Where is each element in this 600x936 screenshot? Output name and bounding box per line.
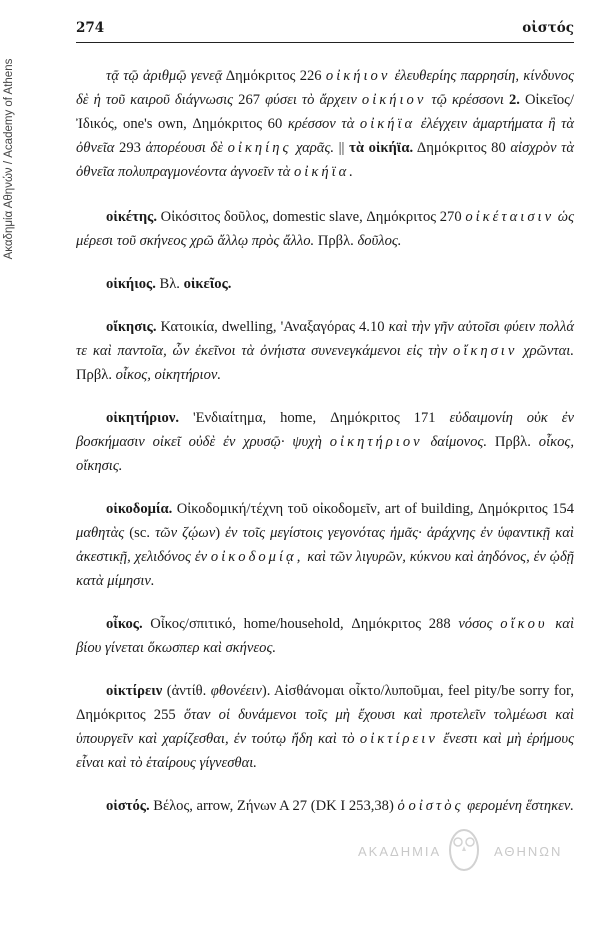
spaced-keyword: οἴκησιν	[453, 343, 518, 359]
quotation-text: τᾷ τῷ ἀριθμῷ γενεᾷ	[106, 68, 223, 84]
dictionary-entry	[76, 497, 574, 593]
entry-gloss: Κατοικία, dwelling, 'Αναξαγόρας 4.10	[156, 319, 389, 335]
spaced-keyword: οἴκου	[500, 616, 548, 632]
entry-text	[76, 315, 574, 387]
quotation-text: μαθητὰς	[76, 525, 125, 541]
owl-emblem-icon	[446, 822, 482, 874]
spaced-keyword: οἰκτίρειν	[359, 731, 438, 747]
quotation-text: ἀπορέουσι δὲ	[145, 140, 228, 156]
spaced-keyword: οἰκήιον	[361, 92, 427, 108]
dictionary-entry	[76, 64, 574, 184]
dictionary-entry	[76, 272, 574, 296]
entry-gloss: ||	[334, 140, 350, 156]
headword: οἰκητήριον.	[106, 410, 180, 426]
dictionary-entry	[76, 406, 574, 478]
dictionary-entry	[76, 612, 574, 660]
academy-watermark	[358, 822, 578, 882]
entry-gloss: (ἀντίθ.	[162, 683, 211, 699]
spaced-keyword: οἰκητήριον	[329, 434, 423, 450]
watermark-text-left: ΑΚΑΔΗΜΙΑ	[358, 844, 442, 859]
page-header	[76, 20, 574, 42]
quotation-text: καὶ βίου γίνεται ὅκωσπερ καὶ σκήνεος.	[76, 616, 574, 656]
headword: οἰστός.	[106, 798, 150, 814]
quotation-text: φερομένη ἕστηκεν.	[463, 798, 574, 814]
entry-text	[76, 679, 574, 775]
quotation-text: ὁ	[397, 798, 409, 814]
spaced-keyword: οἰκήιον	[325, 68, 391, 84]
entry-gloss: Δημόκριτος 80	[413, 140, 511, 156]
quotation-text: τῶν ζῴων	[155, 525, 216, 541]
entry-gloss: Βέλος, arrow, Ζήνων Α 27 (DK I 253,38)	[149, 798, 398, 814]
entry-text	[76, 205, 574, 253]
quotation-text: ἐλευθερίης παρρησίη, κίνδυνος δὲ ἡ τοῦ καιροῦ διάγνωσις	[76, 68, 575, 108]
quotation-text: νόσος	[458, 616, 501, 632]
quotation-text: εὐδαιμονίη οὐκ ἐν βοσκήμασιν οἰκεῖ οὐδὲ ἐν χρυσῷ· ψυχὴ	[76, 410, 574, 450]
entry-gloss: Πρβλ.	[314, 233, 358, 249]
quotation-text: καὶ τὴν γῆν αὐτοῖσι φύειν πολλά τε καὶ παντοῖα, ὧν ἐκεῖνοι τὰ ὀνήιστα συνενεγκάμενοι εἰς τὴν	[76, 319, 574, 359]
entry-gloss: Πρβλ.	[487, 434, 539, 450]
entry-gloss: 293	[114, 140, 146, 156]
quotation-text: οἶκος, οἰκητήριον.	[115, 367, 222, 383]
quotation-text: ὡς μέρεσι τοῦ σκήνεος χρῶ ἄλλῳ πρὸς ἄλλο.	[76, 209, 574, 249]
entry-text	[76, 272, 574, 296]
header-rule	[76, 42, 574, 43]
quotation-text: κρέσσον τὰ	[287, 116, 360, 132]
entry-gloss: 'Ενδιαίτημα, home, Δημόκριτος 171	[179, 410, 450, 426]
headword: οἰκήιος.	[106, 276, 156, 292]
watermark-text-right: ΑΘΗΝΩΝ	[494, 844, 563, 859]
quotation-text: φθονέειν	[210, 683, 262, 699]
entry-text	[76, 64, 574, 184]
entry-gloss: Οἰκεῖος/Ἰδικός, one's own, Δημόκριτος 60	[76, 92, 575, 132]
quotation-text: χρῶνται.	[517, 343, 574, 359]
quotation-text: ἐν τοῖς μεγίστοις γεγονότας ἡμᾶς· ἀράχνης ἐν ὑφαντικῇ καὶ ἀκεστικῇ, χελιδόνος ἐν	[76, 525, 574, 565]
spaced-keyword: οἰκηίης	[227, 140, 292, 156]
headword: οἰκτίρειν	[106, 683, 163, 699]
entry-gloss: Βλ.	[155, 276, 184, 292]
headword: τὰ οἰκήϊα.	[349, 140, 414, 156]
quotation-text: οἶκος, οἴκησις.	[76, 434, 574, 474]
headword: οἰκοδομία.	[106, 501, 173, 517]
headword: οἰκέτης.	[106, 209, 157, 225]
page-number: 274	[76, 20, 105, 36]
quotation-text: ἐλέγχειν ἁμαρτήματα ἢ τὰ ὀθνεῖα	[76, 116, 575, 156]
dictionary-entry	[76, 794, 574, 818]
dictionary-entry	[76, 315, 574, 387]
entry-gloss: Οἶκος/σπιτικό, home/household, Δημόκριτος 288	[142, 616, 459, 632]
dictionary-body	[76, 64, 574, 837]
spaced-keyword: οἰκήϊα.	[293, 164, 356, 180]
quotation-text: καὶ τῶν λιγυρῶν, κύκνου καὶ ἀηδόνος, ἐν ᾠδῇ κατὰ μίμησιν.	[76, 549, 575, 589]
entry-text	[76, 406, 574, 478]
quotation-text: χαρᾶς.	[291, 140, 335, 156]
entry-gloss: )	[215, 525, 226, 541]
entry-gloss: Δημόκριτος 226	[222, 68, 326, 84]
entry-text	[76, 794, 574, 818]
side-attribution: Ακαδημία Αθηνών / Academy of Athens	[3, 58, 15, 260]
headword: 2.	[509, 92, 520, 108]
quotation-text: φύσει τὸ ἄρχειν	[265, 92, 362, 108]
running-head: οἰστός	[522, 20, 574, 36]
entry-gloss: ). Αἰσθάνομαι οἶκτο/λυποῦμαι, feel pity/be sorry for, Δημόκριτος 255	[76, 683, 574, 723]
quotation-text: δαίμονος.	[422, 434, 487, 450]
quotation-text: δοῦλος.	[357, 233, 402, 249]
quotation-text: ὅταν οἱ δυνάμενοι τοῖς μὴ ἔχουσι καὶ προτελεῖν τολμέωσι καὶ ὑπουργεῖν καὶ χαρίζεσθαι, ἐν τούτῳ ἤδη καὶ τὸ	[76, 707, 574, 747]
headword: οἶκος.	[106, 616, 143, 632]
spaced-keyword: οἰστὸς	[408, 798, 464, 814]
entry-gloss: Πρβλ.	[76, 367, 116, 383]
spaced-keyword: οἰκήϊα	[359, 116, 416, 132]
dictionary-entry	[76, 679, 574, 775]
headword: οἰκεῖος.	[183, 276, 232, 292]
entry-text	[76, 497, 574, 593]
spaced-keyword: οἰκέταισιν	[465, 209, 555, 225]
headword: οἴκησις.	[106, 319, 157, 335]
entry-gloss: Οἰκόσιτος δοῦλος, domestic slave, Δημόκριτος 270	[156, 209, 466, 225]
quotation-text: ἔνεστι καὶ μὴ ἐρήμους εἶναι καὶ τὸ ἑταίρους γίγνεσθαι.	[76, 731, 574, 771]
entry-gloss: Οἰκοδομική/τέχνη τοῦ οἰκοδομεῖν, art of building, Δημόκριτος 154	[172, 501, 574, 517]
dictionary-entry	[76, 205, 574, 253]
entry-gloss: (sc.	[124, 525, 156, 541]
entry-gloss: 267	[233, 92, 266, 108]
quotation-text: τῷ κρέσσονι	[426, 92, 504, 108]
spaced-keyword: οἰκοδομίᾳ,	[210, 549, 304, 565]
quotation-text: αἰσχρὸν τὰ ὀθνεῖα πολυπραγμονέοντα ἀγνοεῖν τὰ	[76, 140, 574, 180]
entry-text	[76, 612, 574, 660]
